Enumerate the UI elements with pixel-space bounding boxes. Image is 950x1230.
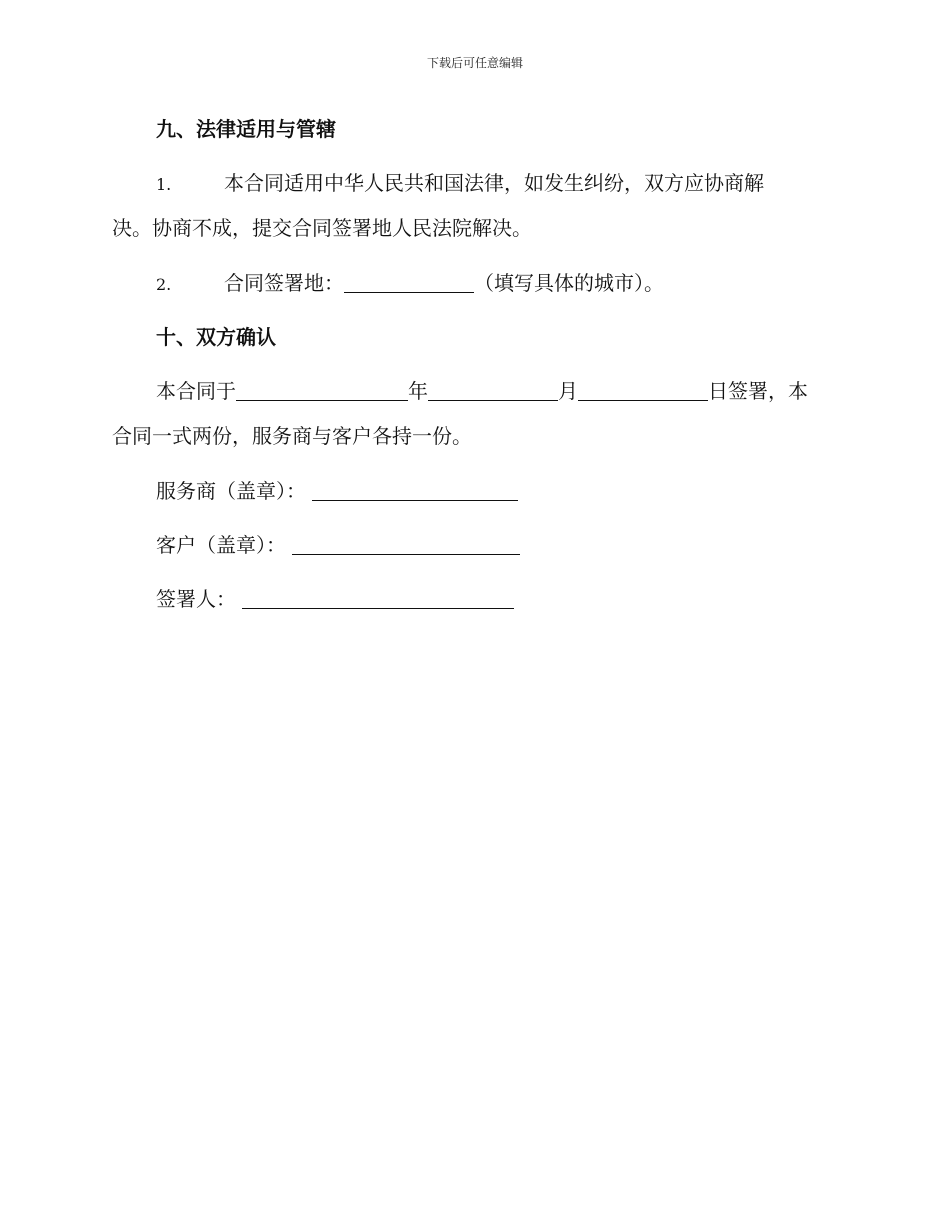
signing-place-blank[interactable]: [344, 272, 474, 293]
signer-label: 签署人：: [156, 587, 236, 611]
date-prefix: 本合同于: [156, 379, 236, 403]
section-9-heading: 九、法律适用与管辖: [156, 117, 336, 141]
client-seal-line: [156, 531, 520, 559]
provider-seal-label: 服务商（盖章）：: [156, 479, 306, 503]
clause-9-2: [156, 269, 664, 299]
year-label: 年: [408, 379, 428, 403]
client-seal-label: 客户（盖章）：: [156, 533, 286, 557]
signer-line: [156, 585, 514, 613]
month-label: 月: [558, 379, 578, 403]
clause-number: 2.: [156, 275, 172, 294]
section-10-heading: 十、双方确认: [156, 325, 276, 349]
signer-blank[interactable]: [242, 588, 514, 609]
clause-9-1-line1: [156, 169, 764, 199]
page-header-note: 下载后可任意编辑: [426, 56, 523, 70]
signing-place-note: （填写具体的城市）。: [474, 271, 664, 295]
provider-seal-line: [156, 477, 518, 505]
signing-place-label: 合同签署地：: [224, 271, 344, 295]
day-suffix: 日签署，本: [708, 379, 808, 403]
clause-9-1-line2: 决。协商不成，提交合同签署地人民法院解决。: [112, 216, 532, 240]
client-seal-blank[interactable]: [292, 534, 520, 555]
month-blank[interactable]: [428, 380, 558, 401]
copies-text: 合同一式两份，服务商与客户各持一份。: [112, 424, 472, 448]
year-blank[interactable]: [236, 380, 408, 401]
clause-number: 1.: [156, 175, 172, 194]
provider-seal-blank[interactable]: [312, 480, 518, 501]
signing-date-line: [156, 377, 808, 405]
clause-text: 本合同适用中华人民共和国法律，如发生纠纷，双方应协商解: [224, 171, 764, 195]
day-blank[interactable]: [578, 380, 708, 401]
